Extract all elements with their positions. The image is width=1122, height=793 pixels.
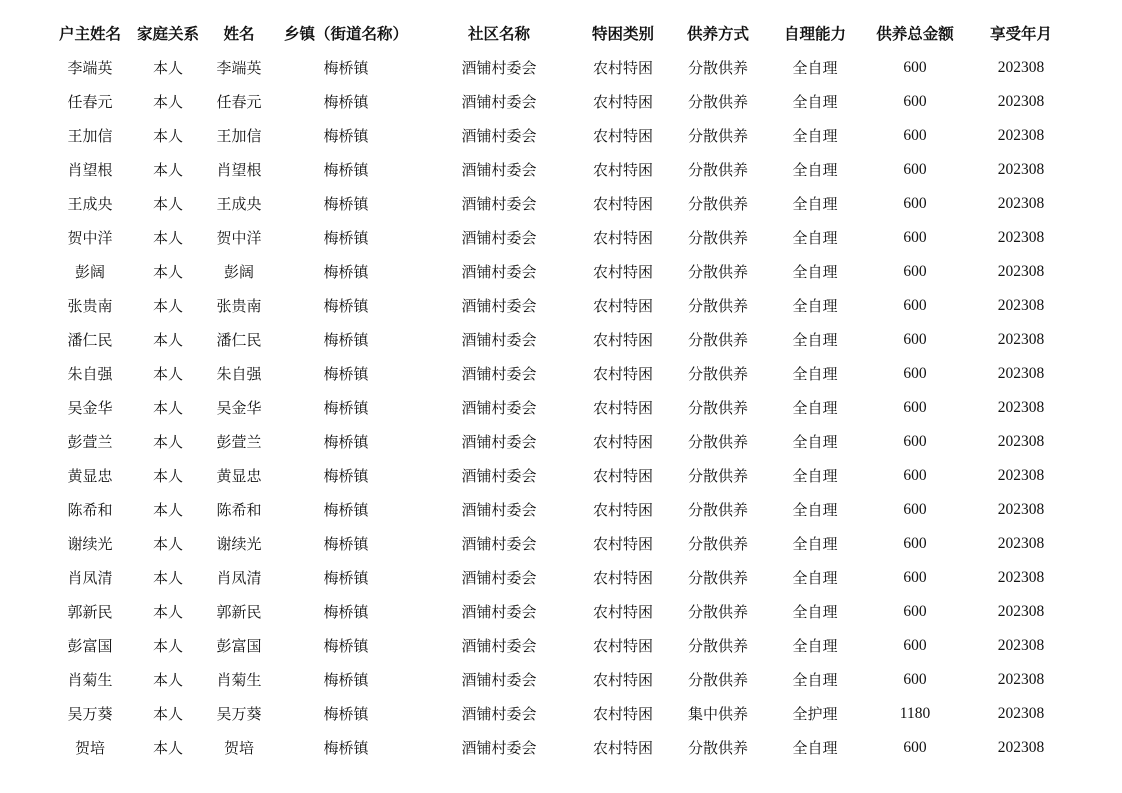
self-care-cell: 全自理 [792, 297, 838, 315]
amount-cell: 600 [903, 467, 927, 484]
relationship-cell: 本人 [152, 297, 183, 315]
category-cell: 农村特困 [592, 501, 653, 519]
name-cell: 谢续光 [216, 535, 262, 553]
amount-cell: 600 [903, 501, 927, 518]
category-cell: 农村特困 [592, 127, 653, 145]
support-mode-cell: 分散供养 [687, 467, 748, 485]
self-care-cell: 全自理 [792, 93, 838, 111]
table-row [0, 697, 1122, 731]
name-cell: 彭阔 [223, 263, 254, 281]
self-care-cell: 全自理 [792, 365, 838, 383]
month-cell: 202308 [997, 671, 1045, 688]
relationship-cell: 本人 [152, 59, 183, 77]
month-cell: 202308 [997, 263, 1045, 280]
township-cell: 梅桥镇 [323, 263, 369, 281]
community-cell: 酒铺村委会 [461, 739, 537, 757]
amount-cell: 600 [903, 399, 927, 416]
township-cell: 梅桥镇 [323, 467, 369, 485]
township-cell: 梅桥镇 [323, 195, 369, 213]
amount-cell: 600 [903, 569, 927, 586]
relationship-cell: 本人 [152, 365, 183, 383]
community-cell: 酒铺村委会 [461, 59, 537, 77]
table-row [0, 425, 1122, 459]
community-cell: 酒铺村委会 [461, 161, 537, 179]
household-head-cell: 彭阔 [74, 263, 105, 281]
amount-cell: 600 [903, 127, 927, 144]
month-cell: 202308 [997, 637, 1045, 654]
table-body [0, 51, 1122, 765]
month-cell: 202308 [997, 59, 1045, 76]
month-cell: 202308 [997, 705, 1045, 722]
township-cell: 梅桥镇 [323, 365, 369, 383]
amount-cell: 600 [903, 739, 927, 756]
relationship-cell: 本人 [152, 501, 183, 519]
community-cell: 酒铺村委会 [461, 705, 537, 723]
household-head-cell: 吴万葵 [67, 705, 113, 723]
table-row [0, 493, 1122, 527]
category-cell: 农村特困 [592, 297, 653, 315]
table-row [0, 85, 1122, 119]
community-cell: 酒铺村委会 [461, 569, 537, 587]
household-head-cell: 肖望根 [67, 161, 113, 179]
relationship-cell: 本人 [152, 263, 183, 281]
household-head-cell: 吴金华 [67, 399, 113, 417]
township-cell: 梅桥镇 [323, 501, 369, 519]
self-care-cell: 全自理 [792, 331, 838, 349]
household-head-cell: 贺中洋 [67, 229, 113, 247]
township-cell: 梅桥镇 [323, 229, 369, 247]
name-cell: 贺培 [223, 739, 254, 757]
table-row [0, 255, 1122, 289]
table-row [0, 731, 1122, 765]
relationship-cell: 本人 [152, 433, 183, 451]
township-cell: 梅桥镇 [323, 739, 369, 757]
household-head-cell: 郭新民 [67, 603, 113, 621]
table-row [0, 323, 1122, 357]
support-mode-cell: 分散供养 [687, 93, 748, 111]
self-care-cell: 全护理 [792, 705, 838, 723]
support-mode-cell: 分散供养 [687, 433, 748, 451]
name-cell: 肖菊生 [216, 671, 262, 689]
category-cell: 农村特困 [592, 739, 653, 757]
amount-cell: 600 [903, 229, 927, 246]
amount-cell: 600 [903, 331, 927, 348]
support-mode-cell: 分散供养 [687, 195, 748, 213]
self-care-cell: 全自理 [792, 433, 838, 451]
township-cell: 梅桥镇 [323, 59, 369, 77]
category-cell: 农村特困 [592, 399, 653, 417]
support-mode-cell: 分散供养 [687, 603, 748, 621]
header-support-mode: 供养方式 [686, 24, 749, 43]
table-row [0, 595, 1122, 629]
township-cell: 梅桥镇 [323, 297, 369, 315]
header-relationship: 家庭关系 [136, 24, 199, 43]
self-care-cell: 全自理 [792, 229, 838, 247]
amount-cell: 600 [903, 263, 927, 280]
name-cell: 王成央 [216, 195, 262, 213]
community-cell: 酒铺村委会 [461, 433, 537, 451]
name-cell: 贺中洋 [216, 229, 262, 247]
support-mode-cell: 分散供养 [687, 331, 748, 349]
support-mode-cell: 分散供养 [687, 297, 748, 315]
township-cell: 梅桥镇 [323, 705, 369, 723]
category-cell: 农村特困 [592, 331, 653, 349]
table-row [0, 561, 1122, 595]
header-self-care: 自理能力 [783, 24, 846, 43]
name-cell: 黄显忠 [216, 467, 262, 485]
household-head-cell: 任春元 [67, 93, 113, 111]
month-cell: 202308 [997, 603, 1045, 620]
relationship-cell: 本人 [152, 195, 183, 213]
household-head-cell: 彭富国 [67, 637, 113, 655]
category-cell: 农村特困 [592, 569, 653, 587]
support-mode-cell: 分散供养 [687, 365, 748, 383]
category-cell: 农村特困 [592, 195, 653, 213]
community-cell: 酒铺村委会 [461, 297, 537, 315]
relationship-cell: 本人 [152, 467, 183, 485]
table-row [0, 119, 1122, 153]
amount-cell: 600 [903, 297, 927, 314]
self-care-cell: 全自理 [792, 161, 838, 179]
self-care-cell: 全自理 [792, 263, 838, 281]
category-cell: 农村特困 [592, 535, 653, 553]
month-cell: 202308 [997, 569, 1045, 586]
community-cell: 酒铺村委会 [461, 535, 537, 553]
header-community: 社区名称 [467, 24, 530, 43]
amount-cell: 600 [903, 603, 927, 620]
header-name: 姓名 [223, 24, 255, 43]
month-cell: 202308 [997, 399, 1045, 416]
name-cell: 肖凤清 [216, 569, 262, 587]
amount-cell: 600 [903, 535, 927, 552]
relationship-cell: 本人 [152, 535, 183, 553]
month-cell: 202308 [997, 195, 1045, 212]
month-cell: 202308 [997, 127, 1045, 144]
category-cell: 农村特困 [592, 365, 653, 383]
month-cell: 202308 [997, 297, 1045, 314]
community-cell: 酒铺村委会 [461, 229, 537, 247]
household-head-cell: 肖凤清 [67, 569, 113, 587]
category-cell: 农村特困 [592, 161, 653, 179]
household-head-cell: 潘仁民 [67, 331, 113, 349]
support-mode-cell: 分散供养 [687, 535, 748, 553]
category-cell: 农村特困 [592, 433, 653, 451]
township-cell: 梅桥镇 [323, 535, 369, 553]
household-head-cell: 张贵南 [67, 297, 113, 315]
name-cell: 郭新民 [216, 603, 262, 621]
category-cell: 农村特困 [592, 671, 653, 689]
community-cell: 酒铺村委会 [461, 603, 537, 621]
community-cell: 酒铺村委会 [461, 93, 537, 111]
household-head-cell: 谢续光 [67, 535, 113, 553]
table-header-row [0, 17, 1122, 51]
support-mode-cell: 集中供养 [687, 705, 748, 723]
table-row [0, 153, 1122, 187]
amount-cell: 600 [903, 195, 927, 212]
support-mode-cell: 分散供养 [687, 671, 748, 689]
header-township: 乡镇（街道名称） [283, 24, 408, 43]
category-cell: 农村特困 [592, 467, 653, 485]
community-cell: 酒铺村委会 [461, 331, 537, 349]
relationship-cell: 本人 [152, 93, 183, 111]
month-cell: 202308 [997, 365, 1045, 382]
month-cell: 202308 [997, 93, 1045, 110]
amount-cell: 600 [903, 671, 927, 688]
support-mode-cell: 分散供养 [687, 501, 748, 519]
month-cell: 202308 [997, 467, 1045, 484]
category-cell: 农村特困 [592, 705, 653, 723]
header-total-amount: 供养总金额 [876, 24, 954, 43]
table-row [0, 51, 1122, 85]
month-cell: 202308 [997, 161, 1045, 178]
household-head-cell: 黄显忠 [67, 467, 113, 485]
month-cell: 202308 [997, 433, 1045, 450]
table-row [0, 187, 1122, 221]
self-care-cell: 全自理 [792, 671, 838, 689]
township-cell: 梅桥镇 [323, 93, 369, 111]
self-care-cell: 全自理 [792, 535, 838, 553]
household-head-cell: 王加信 [67, 127, 113, 145]
table-row [0, 221, 1122, 255]
name-cell: 吴金华 [216, 399, 262, 417]
community-cell: 酒铺村委会 [461, 127, 537, 145]
self-care-cell: 全自理 [792, 637, 838, 655]
support-mode-cell: 分散供养 [687, 263, 748, 281]
township-cell: 梅桥镇 [323, 569, 369, 587]
township-cell: 梅桥镇 [323, 127, 369, 145]
self-care-cell: 全自理 [792, 739, 838, 757]
table-row [0, 527, 1122, 561]
self-care-cell: 全自理 [792, 501, 838, 519]
household-head-cell: 贺培 [74, 739, 105, 757]
township-cell: 梅桥镇 [323, 161, 369, 179]
community-cell: 酒铺村委会 [461, 365, 537, 383]
relationship-cell: 本人 [152, 229, 183, 247]
category-cell: 农村特困 [592, 93, 653, 111]
self-care-cell: 全自理 [792, 59, 838, 77]
support-mode-cell: 分散供养 [687, 569, 748, 587]
header-household-head: 户主姓名 [58, 24, 121, 43]
header-category: 特困类别 [591, 24, 654, 43]
relationship-cell: 本人 [152, 637, 183, 655]
table-row [0, 357, 1122, 391]
township-cell: 梅桥镇 [323, 331, 369, 349]
household-head-cell: 陈希和 [67, 501, 113, 519]
support-mode-cell: 分散供养 [687, 229, 748, 247]
header-month: 享受年月 [989, 24, 1052, 43]
category-cell: 农村特困 [592, 229, 653, 247]
name-cell: 彭萱兰 [216, 433, 262, 451]
name-cell: 肖望根 [216, 161, 262, 179]
household-head-cell: 彭萱兰 [67, 433, 113, 451]
name-cell: 吴万葵 [216, 705, 262, 723]
name-cell: 任春元 [216, 93, 262, 111]
household-head-cell: 王成央 [67, 195, 113, 213]
self-care-cell: 全自理 [792, 399, 838, 417]
community-cell: 酒铺村委会 [461, 263, 537, 281]
amount-cell: 600 [903, 637, 927, 654]
table-row [0, 289, 1122, 323]
month-cell: 202308 [997, 535, 1045, 552]
relationship-cell: 本人 [152, 127, 183, 145]
self-care-cell: 全自理 [792, 467, 838, 485]
township-cell: 梅桥镇 [323, 433, 369, 451]
self-care-cell: 全自理 [792, 603, 838, 621]
community-cell: 酒铺村委会 [461, 467, 537, 485]
relationship-cell: 本人 [152, 603, 183, 621]
name-cell: 潘仁民 [216, 331, 262, 349]
community-cell: 酒铺村委会 [461, 637, 537, 655]
relationship-cell: 本人 [152, 161, 183, 179]
household-head-cell: 朱自强 [67, 365, 113, 383]
support-mode-cell: 分散供养 [687, 59, 748, 77]
category-cell: 农村特困 [592, 603, 653, 621]
name-cell: 彭富国 [216, 637, 262, 655]
community-cell: 酒铺村委会 [461, 195, 537, 213]
community-cell: 酒铺村委会 [461, 671, 537, 689]
community-cell: 酒铺村委会 [461, 501, 537, 519]
name-cell: 李端英 [216, 59, 262, 77]
amount-cell: 600 [903, 93, 927, 110]
relationship-cell: 本人 [152, 739, 183, 757]
community-cell: 酒铺村委会 [461, 399, 537, 417]
township-cell: 梅桥镇 [323, 603, 369, 621]
relationship-cell: 本人 [152, 569, 183, 587]
table-row [0, 459, 1122, 493]
table-row [0, 391, 1122, 425]
amount-cell: 600 [903, 433, 927, 450]
name-cell: 朱自强 [216, 365, 262, 383]
month-cell: 202308 [997, 331, 1045, 348]
category-cell: 农村特困 [592, 263, 653, 281]
self-care-cell: 全自理 [792, 195, 838, 213]
amount-cell: 1180 [899, 705, 931, 722]
assistance-roster-table [0, 17, 1122, 765]
relationship-cell: 本人 [152, 705, 183, 723]
support-mode-cell: 分散供养 [687, 161, 748, 179]
support-mode-cell: 分散供养 [687, 127, 748, 145]
support-mode-cell: 分散供养 [687, 399, 748, 417]
month-cell: 202308 [997, 229, 1045, 246]
township-cell: 梅桥镇 [323, 671, 369, 689]
amount-cell: 600 [903, 59, 927, 76]
name-cell: 王加信 [216, 127, 262, 145]
table-row [0, 629, 1122, 663]
household-head-cell: 李端英 [67, 59, 113, 77]
amount-cell: 600 [903, 161, 927, 178]
household-head-cell: 肖菊生 [67, 671, 113, 689]
support-mode-cell: 分散供养 [687, 739, 748, 757]
month-cell: 202308 [997, 739, 1045, 756]
support-mode-cell: 分散供养 [687, 637, 748, 655]
township-cell: 梅桥镇 [323, 637, 369, 655]
relationship-cell: 本人 [152, 671, 183, 689]
self-care-cell: 全自理 [792, 127, 838, 145]
table-row [0, 663, 1122, 697]
relationship-cell: 本人 [152, 399, 183, 417]
category-cell: 农村特困 [592, 637, 653, 655]
amount-cell: 600 [903, 365, 927, 382]
name-cell: 张贵南 [216, 297, 262, 315]
category-cell: 农村特困 [592, 59, 653, 77]
self-care-cell: 全自理 [792, 569, 838, 587]
name-cell: 陈希和 [216, 501, 262, 519]
month-cell: 202308 [997, 501, 1045, 518]
relationship-cell: 本人 [152, 331, 183, 349]
township-cell: 梅桥镇 [323, 399, 369, 417]
